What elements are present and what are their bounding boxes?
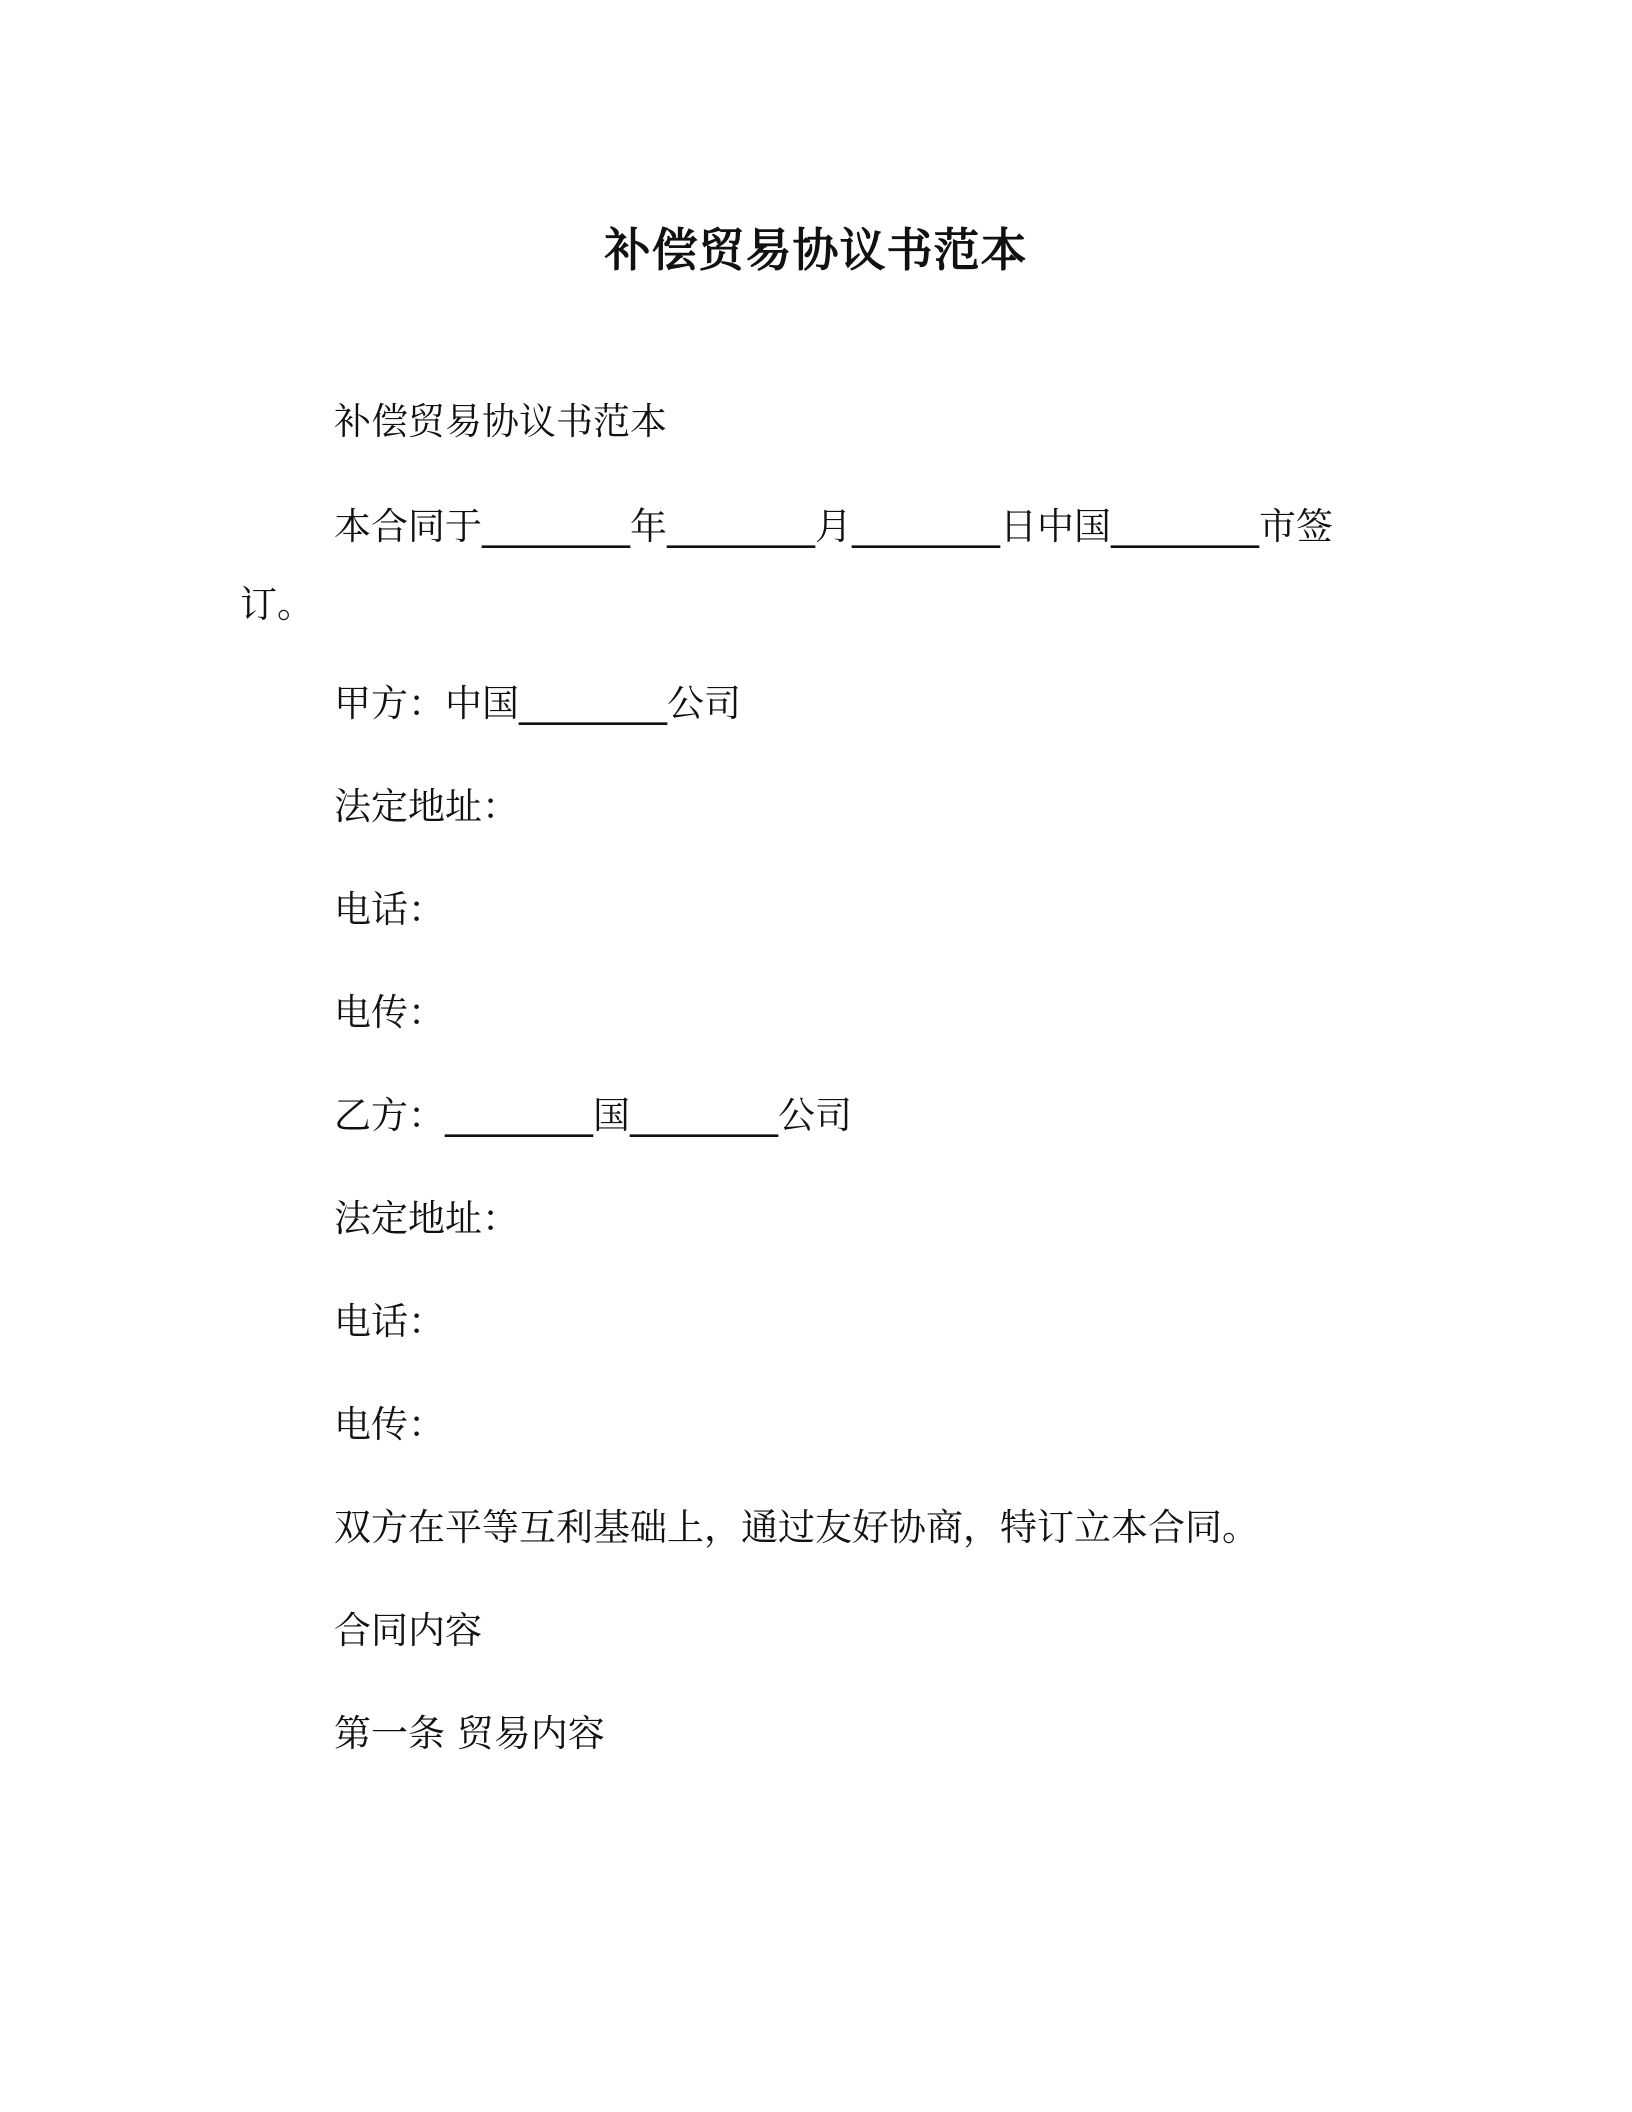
contents-heading: 合同内容 [334, 1609, 482, 1652]
party-a-name: 甲方：中国________公司 [334, 682, 741, 725]
signing-statement: 本合同于________年________月________日中国________市签订。 [240, 505, 1333, 626]
party-a-address-label: 法定地址： [334, 785, 519, 828]
party-b-name: 乙方：________国________公司 [334, 1094, 852, 1137]
article-one-heading: 第一条 贸易内容 [334, 1712, 605, 1755]
party-a-phone-label: 电话： [334, 888, 445, 931]
document-title: 补偿贸易协议书范本 [604, 223, 1028, 277]
agreement-statement: 双方在平等互利基础上，通过友好协商，特订立本合同。 [334, 1506, 1259, 1549]
party-b-phone-label: 电话： [334, 1300, 445, 1343]
party-b-telex-label: 电传： [334, 1403, 445, 1446]
party-b-address-label: 法定地址： [334, 1197, 519, 1240]
party-a-telex-label: 电传： [334, 991, 445, 1034]
document-subtitle: 补偿贸易协议书范本 [334, 400, 667, 443]
